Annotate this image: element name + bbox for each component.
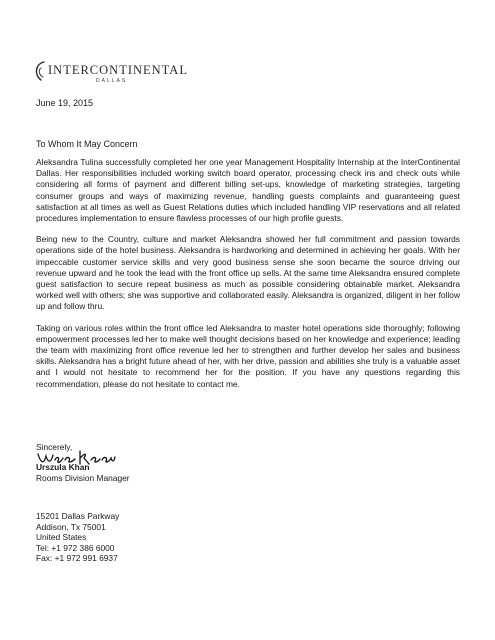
letter-body (36, 157, 460, 400)
address-line: 15201 Dallas Parkway (36, 511, 120, 521)
closing: Sincerely, (36, 442, 73, 452)
signer-title: Rooms Division Manager (36, 473, 130, 483)
address-line: Addison, Tx 75001 (36, 521, 106, 532)
intercontinental-logo-mark-icon (33, 60, 47, 82)
body-paragraph-1: Aleksandra Tulina successfully completed her one year Management Hospitality Internship at the InterContinental Dallas. Her responsibilities included working switch board operator, processing check ins and check outs while considering all forms of payment and different billing set-ups, knowledge of marketing strategies, targeting consumer groups and ways of maximizing revenue, handling guests complaints and guaranteeing guest satisfaction at all times as well as Guest Relations duties which included handling VIP reservations and all related procedures implementation to ensure flawless processes of our high profile guests. (36, 157, 460, 224)
letterhead-city: DALLAS (96, 78, 128, 84)
address-block (36, 511, 119, 564)
signer-name: Urszula Khan (36, 462, 90, 472)
letter-date: June 19, 2015 (36, 98, 94, 108)
fax-line: Fax: +1 972 991 6937 (36, 553, 118, 564)
address-line: United States (36, 532, 87, 543)
phone-line: Tel: +1 972 386 6000 (36, 542, 115, 553)
letterhead-brand: INTERCONTINENTAL (48, 63, 188, 77)
body-paragraph-2: Being new to the Country, culture and market Aleksandra showed her full commitment and passion towards operations side of the hotel business. Aleksandra is hardworking and determined in achieving her goals. With her impeccable customer service skills and very good business sense she soon became the source driving our revenue upward and he took the lead with the front office up sells. At the same time Aleksandra ensured complete guest satisfaction to secure repeat business as much as possible considering obtainable market. Aleksandra worked well with others; she was supportive and collaborated easily. Aleksandra is organized, diligent in her follow up and follow thru. (36, 234, 460, 312)
body-paragraph-3: Taking on various roles within the front office led Aleksandra to master hotel operations side thoroughly; following empowerment processes led her to make well thought decisions based on her knowledge and experience; leading the team with maximizing front office revenue led her to strengthen and further develop her sales and business skills. Aleksandra has a bright future ahead of her, with her drive, passion and abilities she truly is a valuable asset and I would not hesitate to recommend her for the position. If you have any questions regarding this recommendation, please do not hesitate to contact me. (36, 322, 460, 389)
salutation: To Whom It May Concern (36, 139, 138, 149)
